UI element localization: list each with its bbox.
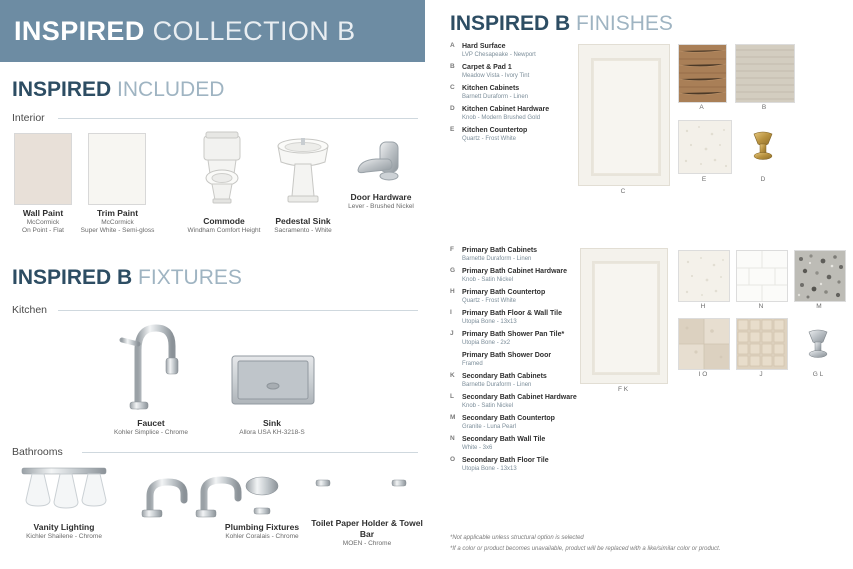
- legend-desc: Knob - Modern Brushed Gold: [462, 115, 541, 121]
- caption-secondary-countertop: M: [816, 303, 822, 310]
- legend-item: [450, 330, 582, 347]
- kitchen-cabinet-sample: [578, 44, 670, 186]
- right-column: [440, 0, 853, 569]
- legend-desc: White - 3x6: [462, 445, 493, 451]
- legend-letter: M: [450, 414, 456, 421]
- divider-interior: [58, 118, 418, 119]
- legend-name: Secondary Bath Floor Tile: [462, 457, 549, 464]
- legend-desc: Utopia Bone - 13x13: [462, 319, 517, 325]
- included-bold: INSPIRED: [12, 78, 112, 101]
- legend-desc: Barnett Duraform - Linen: [462, 94, 529, 100]
- included-light: INCLUDED: [117, 78, 225, 101]
- caption-carpet: B: [761, 104, 767, 111]
- item-label: Plumbing Fixtures: [224, 522, 300, 532]
- swatch-primary-bath-countertop: [678, 250, 730, 302]
- item-wall-paint: [8, 208, 78, 235]
- finishes-light: FINISHES: [576, 12, 673, 35]
- banner-title-bold: INSPIRED: [14, 15, 145, 46]
- item-label: Wall Paint: [22, 208, 64, 218]
- section-title-fixtures: [12, 266, 242, 290]
- banner-title: [14, 16, 356, 47]
- item-desc1: Windham Comfort Height: [187, 227, 261, 234]
- legend-item: [450, 414, 582, 431]
- legend-name: Primary Bath Cabinet Hardware: [462, 268, 568, 275]
- legend-letter: A: [450, 42, 455, 49]
- legend-letter: H: [450, 288, 455, 295]
- legend-name: Primary Bath Cabinets: [462, 247, 538, 254]
- item-vanity-lighting: [8, 522, 120, 541]
- item-toilet-paper-holder: [306, 518, 428, 548]
- legend-letter: D: [450, 105, 455, 112]
- caption-shower-pan: J: [759, 371, 763, 378]
- legend-item: [450, 309, 582, 326]
- vanity-lighting-illustration: [8, 462, 118, 520]
- legend-desc: Quartz - Frost White: [462, 136, 517, 142]
- legend-name: Kitchen Cabinets: [462, 85, 520, 92]
- subsection-bathrooms-label: Bathrooms: [12, 446, 63, 458]
- item-label: Commode: [203, 216, 245, 226]
- item-desc1: Kohler Simplice - Chrome: [113, 429, 189, 436]
- item-desc1: Kichler Shailene - Chrome: [26, 533, 102, 540]
- legend-item: [450, 42, 580, 59]
- legend-name: Secondary Bath Cabinet Hardware: [462, 394, 577, 401]
- item-plumbing-fixtures: [204, 522, 320, 541]
- legend-letter: K: [450, 372, 455, 379]
- legend-item: [450, 372, 582, 389]
- legend-bottom: [450, 246, 582, 477]
- legend-name: Primary Bath Shower Door: [462, 352, 552, 359]
- item-sink: [222, 418, 322, 437]
- swatch-hard-surface: [678, 44, 727, 103]
- swatch-trim-paint: [88, 133, 146, 205]
- section-title-included: [12, 78, 224, 102]
- fixtures-light: FIXTURES: [138, 266, 242, 289]
- section-title-finishes: [450, 12, 673, 36]
- legend-top: [450, 42, 580, 147]
- swatch-kitchen-countertop: [678, 120, 732, 174]
- item-label: Faucet: [137, 418, 165, 428]
- swatch-wall-paint: [14, 133, 72, 205]
- caption-bath-knob: G L: [812, 371, 824, 378]
- item-label: Toilet Paper Holder & Towel Bar: [311, 518, 423, 539]
- legend-desc: Utopia Bone - 13x13: [462, 466, 517, 472]
- item-label: Trim Paint: [96, 208, 139, 218]
- banner-title-light: COLLECTION B: [152, 15, 356, 46]
- legend-item: [450, 246, 582, 263]
- legend-letter: N: [450, 435, 455, 442]
- towel-bar-illustration: [312, 474, 412, 520]
- item-desc1: Sacramento - White: [274, 227, 332, 234]
- kitchen-knob-illustration: [744, 128, 782, 166]
- swatch-carpet: [735, 44, 795, 103]
- swatch-secondary-bath-countertop: [794, 250, 846, 302]
- item-desc1: Lever - Brushed Nickel: [348, 203, 414, 210]
- legend-letter: C: [450, 84, 455, 91]
- swatch-wall-tile: [736, 250, 788, 302]
- legend-name: Primary Bath Shower Pan Tile*: [462, 331, 565, 338]
- legend-desc: Knob - Satin Nickel: [462, 277, 514, 283]
- legend-item: [450, 63, 580, 80]
- caption-kitchen-knob: D: [760, 176, 766, 183]
- footnote-1: *Not applicable unless structural option is selected: [450, 535, 584, 541]
- legend-item: [450, 105, 580, 122]
- item-desc1: McCormick: [101, 219, 134, 226]
- legend-desc: LVP Chesapeake - Newport: [462, 52, 536, 58]
- legend-letter: I: [450, 309, 452, 316]
- legend-desc: Barnette Duraform - Linen: [462, 382, 532, 388]
- item-label: Vanity Lighting: [33, 522, 95, 532]
- legend-desc: Framed: [462, 361, 483, 367]
- legend-item: [450, 393, 582, 410]
- item-desc2: Super White - Semi-gloss: [80, 227, 155, 234]
- swatch-floor-tile: [678, 318, 730, 370]
- legend-item: [450, 288, 582, 305]
- legend-desc: Meadow Vista - Ivory Tint: [462, 73, 530, 79]
- plumbing-fixtures-illustration: [138, 466, 288, 522]
- legend-name: Hard Surface: [462, 43, 506, 50]
- item-desc1: Kohler Coralais - Chrome: [225, 533, 299, 540]
- item-label: Sink: [263, 418, 281, 428]
- legend-name: Carpet & Pad 1: [462, 64, 512, 71]
- legend-desc: Barnette Duraform - Linen: [462, 256, 532, 262]
- caption-floor-tile: I O: [698, 371, 708, 378]
- legend-item: [450, 267, 582, 284]
- legend-name: Secondary Bath Cabinets: [462, 373, 547, 380]
- legend-name: Primary Bath Countertop: [462, 289, 546, 296]
- legend-item: [450, 126, 580, 143]
- cabinet-inner-panel: [592, 261, 660, 375]
- kitchen-faucet-illustration: [108, 316, 188, 414]
- kitchen-sink-illustration: [228, 350, 318, 414]
- item-desc2: On Point - Flat: [22, 227, 64, 234]
- header-banner: [0, 0, 425, 62]
- item-faucet: [106, 418, 196, 437]
- legend-item: [450, 435, 582, 452]
- legend-letter: B: [450, 63, 455, 70]
- caption-kitchen-countertop: E: [701, 176, 707, 183]
- footnote-2: *If a color or product becomes unavailable, product will be replaced with a like/similar color or product.: [450, 546, 721, 552]
- item-trim-paint: [80, 208, 155, 235]
- caption-hard-surface: A: [699, 104, 704, 111]
- door-hardware-illustration: [348, 136, 410, 198]
- legend-name: Primary Bath Floor & Wall Tile: [462, 310, 562, 317]
- finishes-bold: INSPIRED B: [450, 12, 571, 35]
- legend-desc: Utopia Bone - 2x2: [462, 340, 511, 346]
- legend-letter: E: [450, 126, 455, 133]
- divider-bathrooms: [82, 452, 418, 453]
- subsection-interior-label: Interior: [12, 112, 45, 124]
- item-label: Pedestal Sink: [275, 216, 331, 226]
- caption-wall-tile: N: [758, 303, 764, 310]
- cabinet-inner-panel: [591, 58, 662, 177]
- subsection-kitchen-label: Kitchen: [12, 304, 48, 316]
- legend-item: [450, 84, 580, 101]
- legend-letter: L: [450, 393, 454, 400]
- bath-knob-illustration: [798, 326, 838, 364]
- caption-kitchen-cabinet: C: [620, 188, 626, 195]
- legend-name: Secondary Bath Countertop: [462, 415, 555, 422]
- legend-name: Kitchen Countertop: [462, 127, 528, 134]
- legend-letter: O: [450, 456, 456, 463]
- commode-illustration: [188, 128, 258, 208]
- item-label: Door Hardware: [350, 192, 412, 202]
- pedestal-sink-illustration: [268, 130, 338, 208]
- caption-bath-countertop: H: [700, 303, 706, 310]
- legend-item: [450, 351, 582, 368]
- swatch-shower-pan-tile: [736, 318, 788, 370]
- legend-letter: G: [450, 267, 456, 274]
- item-desc1: McCormick: [26, 219, 60, 226]
- caption-bath-cabinet: F K: [617, 386, 629, 393]
- divider-kitchen: [58, 310, 418, 311]
- legend-name: Kitchen Cabinet Hardware: [462, 106, 550, 113]
- legend-item: [450, 456, 582, 473]
- fixtures-bold: INSPIRED B: [12, 266, 133, 289]
- legend-desc: Granite - Luna Pearl: [462, 424, 517, 430]
- item-pedestal-sink: [258, 216, 348, 235]
- legend-letter: F: [450, 246, 454, 253]
- item-door-hardware: [338, 192, 424, 211]
- legend-name: Secondary Bath Wall Tile: [462, 436, 546, 443]
- bath-cabinet-sample: [580, 248, 668, 384]
- legend-desc: Quartz - Frost White: [462, 298, 517, 304]
- legend-desc: Knob - Satin Nickel: [462, 403, 514, 409]
- item-desc1: Allora USA KH-3218-S: [239, 429, 305, 436]
- legend-letter: J: [450, 330, 454, 337]
- item-desc1: MOEN - Chrome: [342, 540, 392, 547]
